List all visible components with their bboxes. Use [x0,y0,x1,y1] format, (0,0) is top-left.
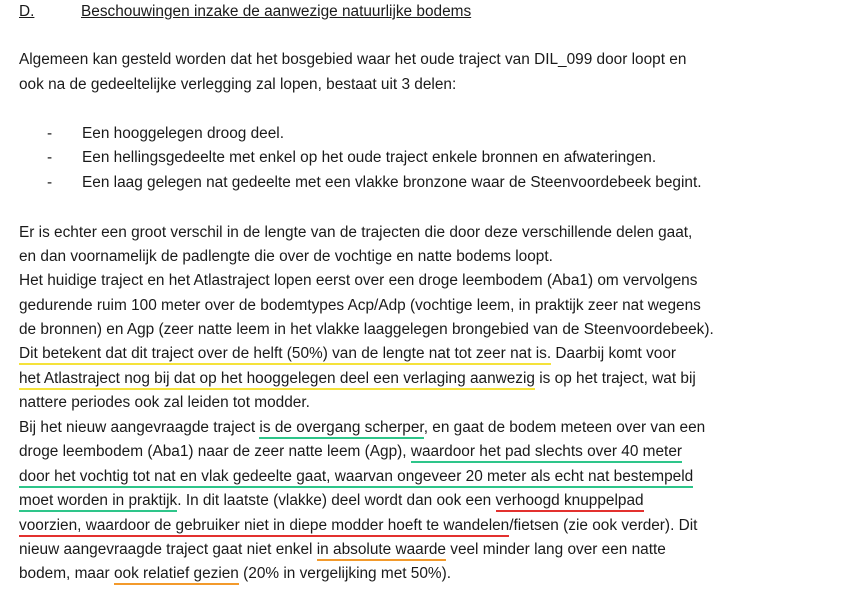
body-line-9 [19,418,705,438]
highlight-green: is de overgang scherper [259,419,423,439]
body-line-12 [19,491,644,511]
body-line-2: en dan voornamelijk de padlengte die over de vochtige en natte bodems loopt. [19,248,553,265]
section-heading [19,2,471,22]
body-line-6 [19,344,676,364]
intro-line-1: Algemeen kan gesteld worden dat het bosgebied waar het oude traject van DIL_099 door loopt en [19,51,687,68]
section-number: D. [19,3,35,20]
highlight-yellow: op het hooggelegen deel een verlaging aanwezig [200,370,535,390]
body-line-7 [19,369,696,389]
body-text: (20% in vergelijking met 50%). [238,565,452,582]
body-text: bodem, maar [19,565,114,582]
body-line-4: gedurende ruim 100 meter over de bodemtypes Acp/Adp (vochtige leem, in praktijk zeer nat wegens [19,297,701,314]
highlight-green: moet worden in praktijk [19,492,177,512]
highlight-yellow: Dit betekent dat dit traject over de helft (50%) van de lengte nat tot zeer nat is. [19,345,551,365]
highlight-orange: in absolute waarde [317,541,446,561]
body-line-1: Er is echter een groot verschil in de lengte van de trajecten die door deze verschillende delen gaat, [19,224,693,241]
body-text: , en gaat de bodem meteen over van een [423,419,706,436]
body-text: Daarbij komt voor [551,345,677,362]
highlight-orange: ook relatief gezien [114,565,239,585]
highlight-red: voorzien, waardoor de gebruiker niet in diepe modder hoeft te wandelen [19,517,509,537]
list-item [47,173,702,193]
section-title: Beschouwingen inzake de aanwezige natuurlijke bodems [81,3,472,20]
body-line-3: Het huidige traject en het Atlastraject lopen eerst over een droge leembodem (Aba1) om vervolgens [19,272,698,289]
body-text: . In dit laatste (vlakke) deel wordt dan ook een [177,492,496,509]
list-item-text: Een hooggelegen droog deel. [82,125,284,142]
highlight-yellow: het Atlastraject nog bij dat [19,370,200,390]
highlight-green: door het vochtig tot nat en vlak gedeelte gaat, waarvan ongeveer 20 meter als echt nat bestempeld [19,468,693,488]
body-line-15 [19,564,451,584]
body-text: nieuw aangevraagde traject gaat niet enkel [19,541,317,558]
body-text: is op het traject, wat bij [534,370,696,387]
list-item [47,148,656,168]
list-item-text: Een laag gelegen nat gedeelte met een vlakke bronzone waar de Steenvoordebeek begint. [82,174,702,191]
body-text: /fietsen (zie ook verder). Dit [509,517,698,534]
body-text: droge leembodem (Aba1) naar de zeer natte leem (Agp), [19,443,411,460]
body-line-8: nattere periodes ook zal leiden tot modder. [19,394,310,411]
highlight-red: verhoogd knuppelpad [496,492,644,512]
body-line-5: de bronnen) en Agp (zeer natte leem in het vlakke laaggelegen brongebied van de Steenvoordebeek). [19,321,714,338]
body-line-14 [19,540,666,560]
list-item-text: Een hellingsgedeelte met enkel op het oude traject enkele bronnen en afwateringen. [82,149,657,166]
body-line-11 [19,467,693,487]
body-text: Bij het nieuw aangevraagde traject [19,419,260,436]
intro-line-2: ook na de gedeeltelijke verlegging zal lopen, bestaat uit 3 delen: [19,76,457,93]
body-line-13 [19,516,697,536]
bullet-dash: - [47,149,53,166]
bullet-dash: - [47,125,53,142]
list-item [47,124,284,144]
body-line-10 [19,442,682,462]
highlight-green: waardoor het pad slechts over 40 meter [411,443,682,463]
bullet-dash: - [47,174,53,191]
body-text: veel minder lang over een natte [445,541,666,558]
